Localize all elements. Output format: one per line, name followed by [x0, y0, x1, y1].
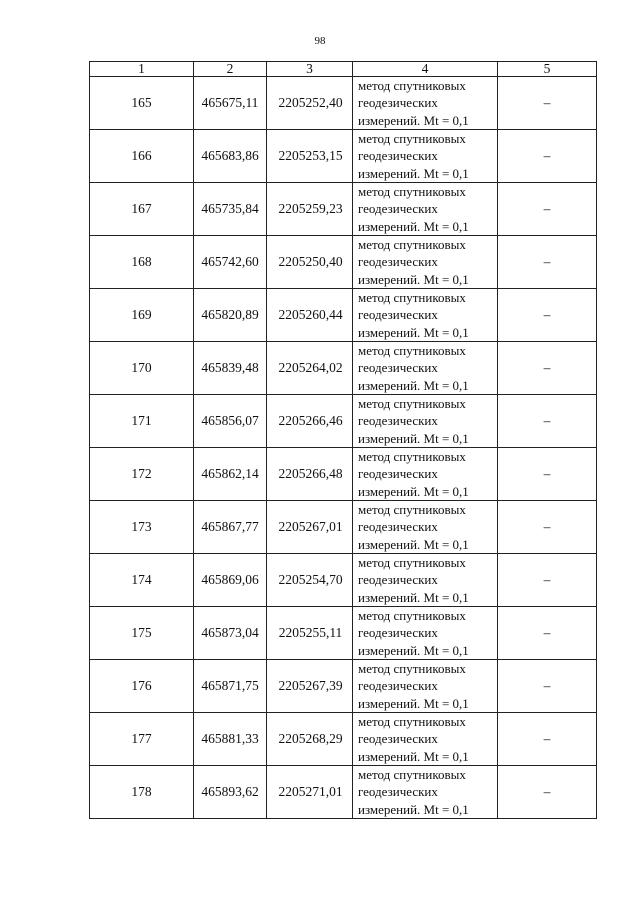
method-line: измерений. Mt = 0,1 [358, 377, 469, 393]
method-line: измерений. Mt = 0,1 [358, 165, 469, 181]
point-number-cell: 175 [90, 607, 194, 660]
note-cell: – [498, 183, 597, 236]
note-cell: – [498, 713, 597, 766]
method-line: геодезических [358, 784, 438, 800]
coordinate-x-cell: 465873,04 [194, 607, 267, 660]
note-cell: – [498, 501, 597, 554]
method-line: метод спутниковых [358, 714, 466, 730]
point-number-cell: 174 [90, 554, 194, 607]
coordinate-x-cell: 465862,14 [194, 448, 267, 501]
method-line: метод спутниковых [358, 661, 466, 677]
coordinate-y-cell: 2205271,01 [267, 766, 353, 819]
header-col-3: 3 [267, 62, 353, 77]
table-row [90, 130, 597, 183]
point-number-cell: 169 [90, 289, 194, 342]
method-line: измерений. Mt = 0,1 [358, 748, 469, 764]
method-line: геодезических [358, 148, 438, 164]
method-line: измерений. Mt = 0,1 [358, 430, 469, 446]
page-number: 98 [314, 35, 326, 47]
method-line: измерений. Mt = 0,1 [358, 695, 469, 711]
method-line: измерений. Mt = 0,1 [358, 271, 469, 287]
note-cell: – [498, 554, 597, 607]
coordinate-y-cell: 2205259,23 [267, 183, 353, 236]
note-cell: – [498, 236, 597, 289]
method-line: метод спутниковых [358, 78, 466, 94]
point-number-cell: 168 [90, 236, 194, 289]
coordinate-y-cell: 2205252,40 [267, 77, 353, 130]
method-line: геодезических [358, 413, 438, 429]
coordinate-x-cell: 465742,60 [194, 236, 267, 289]
coordinate-y-cell: 2205254,70 [267, 554, 353, 607]
table-row [90, 554, 597, 607]
method-cell [353, 183, 498, 236]
method-line: геодезических [358, 625, 438, 641]
coordinate-x-cell: 465856,07 [194, 395, 267, 448]
method-line: геодезических [358, 572, 438, 588]
method-line: измерений. Mt = 0,1 [358, 536, 469, 552]
coordinate-y-cell: 2205267,39 [267, 660, 353, 713]
method-line: геодезических [358, 360, 438, 376]
method-line: метод спутниковых [358, 449, 466, 465]
coordinate-y-cell: 2205266,48 [267, 448, 353, 501]
method-line: геодезических [358, 201, 438, 217]
method-line: измерений. Mt = 0,1 [358, 642, 469, 658]
method-cell [353, 607, 498, 660]
method-cell [353, 554, 498, 607]
table-row [90, 713, 597, 766]
coordinate-x-cell: 465867,77 [194, 501, 267, 554]
coordinate-y-cell: 2205268,29 [267, 713, 353, 766]
method-line: метод спутниковых [358, 608, 466, 624]
table-row [90, 77, 597, 130]
point-number-cell: 177 [90, 713, 194, 766]
point-number-cell: 176 [90, 660, 194, 713]
note-cell: – [498, 448, 597, 501]
header-col-4: 4 [353, 62, 498, 77]
method-cell [353, 130, 498, 183]
coordinate-y-cell: 2205253,15 [267, 130, 353, 183]
note-cell: – [498, 342, 597, 395]
coordinate-x-cell: 465683,86 [194, 130, 267, 183]
table-body [90, 77, 597, 819]
coordinates-table [89, 61, 597, 819]
method-cell [353, 395, 498, 448]
table-row [90, 236, 597, 289]
method-line: метод спутниковых [358, 343, 466, 359]
table-row [90, 448, 597, 501]
method-line: метод спутниковых [358, 290, 466, 306]
method-cell [353, 713, 498, 766]
point-number-cell: 171 [90, 395, 194, 448]
method-line: метод спутниковых [358, 767, 466, 783]
coordinate-y-cell: 2205264,02 [267, 342, 353, 395]
coordinate-x-cell: 465869,06 [194, 554, 267, 607]
method-cell [353, 236, 498, 289]
table-row [90, 183, 597, 236]
method-line: геодезических [358, 95, 438, 111]
point-number-cell: 178 [90, 766, 194, 819]
coordinate-x-cell: 465820,89 [194, 289, 267, 342]
method-line: измерений. Mt = 0,1 [358, 324, 469, 340]
method-cell [353, 766, 498, 819]
table-row [90, 289, 597, 342]
method-line: измерений. Mt = 0,1 [358, 112, 469, 128]
method-cell [353, 448, 498, 501]
method-line: геодезических [358, 254, 438, 270]
table-row [90, 501, 597, 554]
point-number-cell: 170 [90, 342, 194, 395]
method-line: геодезических [358, 731, 438, 747]
method-cell [353, 77, 498, 130]
method-cell [353, 342, 498, 395]
note-cell: – [498, 766, 597, 819]
coordinate-y-cell: 2205250,40 [267, 236, 353, 289]
method-line: метод спутниковых [358, 184, 466, 200]
header-col-5: 5 [498, 62, 597, 77]
note-cell: – [498, 130, 597, 183]
note-cell: – [498, 607, 597, 660]
method-line: измерений. Mt = 0,1 [358, 483, 469, 499]
table-header [90, 62, 597, 77]
note-cell: – [498, 660, 597, 713]
coordinate-y-cell: 2205266,46 [267, 395, 353, 448]
table-row [90, 395, 597, 448]
method-line: геодезических [358, 678, 438, 694]
method-line: геодезических [358, 307, 438, 323]
point-number-cell: 167 [90, 183, 194, 236]
coordinate-x-cell: 465893,62 [194, 766, 267, 819]
header-col-1: 1 [90, 62, 194, 77]
coordinate-y-cell: 2205260,44 [267, 289, 353, 342]
coordinate-x-cell: 465871,75 [194, 660, 267, 713]
table-row [90, 766, 597, 819]
method-line: метод спутниковых [358, 396, 466, 412]
method-line: метод спутниковых [358, 237, 466, 253]
coordinate-x-cell: 465675,11 [194, 77, 267, 130]
coordinate-y-cell: 2205267,01 [267, 501, 353, 554]
method-line: геодезических [358, 519, 438, 535]
method-cell [353, 660, 498, 713]
coordinate-x-cell: 465881,33 [194, 713, 267, 766]
point-number-cell: 173 [90, 501, 194, 554]
coordinate-y-cell: 2205255,11 [267, 607, 353, 660]
method-line: метод спутниковых [358, 502, 466, 518]
header-col-2: 2 [194, 62, 267, 77]
table-row [90, 607, 597, 660]
method-line: измерений. Mt = 0,1 [358, 218, 469, 234]
note-cell: – [498, 289, 597, 342]
method-cell [353, 289, 498, 342]
point-number-cell: 172 [90, 448, 194, 501]
method-line: геодезических [358, 466, 438, 482]
note-cell: – [498, 77, 597, 130]
coordinate-x-cell: 465839,48 [194, 342, 267, 395]
note-cell: – [498, 395, 597, 448]
method-line: измерений. Mt = 0,1 [358, 801, 469, 817]
method-line: метод спутниковых [358, 555, 466, 571]
point-number-cell: 166 [90, 130, 194, 183]
header-row [90, 62, 597, 77]
coordinate-x-cell: 465735,84 [194, 183, 267, 236]
table-row [90, 660, 597, 713]
method-cell [353, 501, 498, 554]
method-line: метод спутниковых [358, 131, 466, 147]
point-number-cell: 165 [90, 77, 194, 130]
table-row [90, 342, 597, 395]
method-line: измерений. Mt = 0,1 [358, 589, 469, 605]
